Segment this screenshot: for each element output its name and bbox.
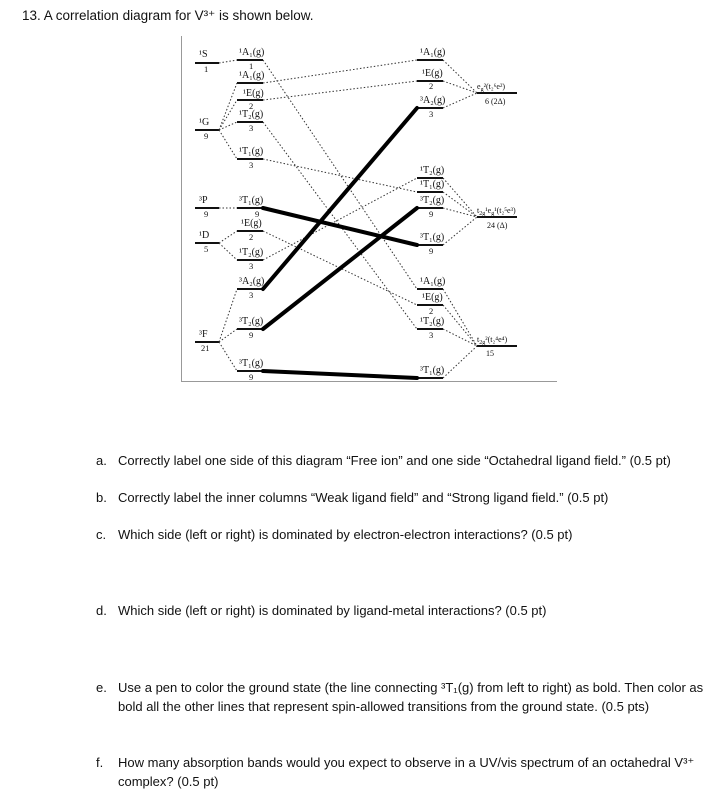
dotted-line xyxy=(219,289,237,342)
dotted-line xyxy=(443,346,477,378)
free-ion-labels xyxy=(199,49,210,353)
cfg-subscript: 2g xyxy=(479,211,486,217)
dotted-line xyxy=(443,60,477,93)
dotted-line xyxy=(443,93,477,108)
strong-state-degeneracy: 2 xyxy=(429,81,434,91)
cfg-electrons: ¹(t₂⁵e³) xyxy=(494,206,516,215)
dotted-line xyxy=(219,231,237,243)
cfg-symbol: t xyxy=(477,335,480,344)
strong-state-label: ³T₂(g) xyxy=(420,195,445,206)
dotted-line xyxy=(443,81,477,93)
dotted-line xyxy=(263,60,417,289)
dotted-line xyxy=(219,100,237,130)
dotted-line xyxy=(219,243,237,260)
dotted-line xyxy=(443,305,477,346)
cfg-symbol: t xyxy=(477,206,480,215)
dotted-line xyxy=(443,217,477,245)
strong-state-label: ¹A₁(g) xyxy=(420,47,446,58)
dotted-line xyxy=(263,159,417,192)
config-count-t2g2: 15 xyxy=(486,349,494,358)
weak-state-degeneracy: 3 xyxy=(249,290,254,300)
strong-state-label: ¹A₁(g) xyxy=(420,276,446,287)
weak-state-label: ³T₁(g) xyxy=(239,195,264,206)
dotted-line xyxy=(443,192,477,217)
weak-state-label: ¹A₁(g) xyxy=(239,47,265,58)
cfg-subscript: g xyxy=(480,87,484,93)
weak-state-label: ³A₂(g) xyxy=(239,276,265,287)
term-label: ³P xyxy=(199,195,208,206)
strong-state-label: ¹T₂(g) xyxy=(420,316,445,327)
weak-state-degeneracy: 1 xyxy=(249,61,254,71)
weak-state-degeneracy: 3 xyxy=(249,261,254,271)
term-label: ³F xyxy=(199,329,208,340)
strong-state-degeneracy: 3 xyxy=(429,109,434,119)
question-letter: b. xyxy=(96,490,107,505)
weak-state-degeneracy: 2 xyxy=(249,101,254,111)
strong-state-label: ¹E(g) xyxy=(422,292,443,303)
question-letter: e. xyxy=(96,680,107,695)
configuration-labels xyxy=(477,82,516,358)
question-letter: c. xyxy=(96,527,107,542)
dotted-line xyxy=(219,83,237,130)
weak-state-degeneracy: 2 xyxy=(249,232,254,242)
dotted-line xyxy=(263,178,417,260)
question-letter: f. xyxy=(96,755,104,770)
question-text: Which side (left or right) is dominated by electron-electron interactions? (0.5 pt) xyxy=(118,527,573,542)
term-degeneracy: 9 xyxy=(204,131,209,141)
weak-state-label: ¹E(g) xyxy=(241,218,262,229)
weak-state-degeneracy: 9 xyxy=(255,209,260,219)
term-label: ¹G xyxy=(199,117,210,128)
term-degeneracy: 5 xyxy=(204,244,209,254)
question-text: Use a pen to color the ground state (the line connecting ³T₁(g) from left to right) as bold. Then color as bold all the other lines that represent spin-allowed transitions from the ground state. (0.5 pts) xyxy=(118,680,704,714)
strong-state-degeneracy: 9 xyxy=(429,246,434,256)
cfg-subscript: g xyxy=(491,211,495,217)
cfg-subscript: 2g xyxy=(479,340,486,346)
config-count-t2g1eg1: 24 (Δ) xyxy=(487,221,508,230)
question-letter: a. xyxy=(96,453,107,468)
term-label: ¹D xyxy=(199,230,210,241)
weak-state-label: ¹T₂(g) xyxy=(239,247,264,258)
weak-state-label: ¹A₁(g) xyxy=(239,70,265,81)
config-label-t2g2 xyxy=(477,335,507,346)
cfg-symbol: e xyxy=(477,82,481,91)
strong-state-label: ¹E(g) xyxy=(422,68,443,79)
weak-state-label: ³T₂(g) xyxy=(239,316,264,327)
config-label-t2g1eg1 xyxy=(477,206,516,217)
weak-state-degeneracy: 9 xyxy=(249,372,254,382)
strong-state-label: ³T₁(g) xyxy=(420,365,445,376)
weak-state-label: ¹T₁(g) xyxy=(239,146,264,157)
cfg-electrons: ²(t₂⁶e²) xyxy=(483,82,506,91)
term-degeneracy: 21 xyxy=(201,343,210,353)
strong-state-degeneracy: 9 xyxy=(429,209,434,219)
strong-state-label: ¹T₁(g) xyxy=(420,179,445,190)
bold-line-3A2g xyxy=(263,108,417,289)
weak-state-degeneracy: 3 xyxy=(249,160,254,170)
dotted-line xyxy=(263,60,417,83)
strong-state-degeneracy: 3 xyxy=(429,330,434,340)
strong-state-label: ³A₂(g) xyxy=(420,95,446,106)
weak-state-degeneracy: 3 xyxy=(249,123,254,133)
term-degeneracy: 9 xyxy=(204,209,209,219)
dotted-line xyxy=(219,342,237,371)
weak-state-label: ¹T₂(g) xyxy=(239,109,264,120)
weak-field-labels xyxy=(239,47,264,382)
weak-state-label: ³T₁(g) xyxy=(239,358,264,369)
term-label: ¹S xyxy=(199,49,208,60)
dotted-line xyxy=(263,81,417,100)
question-text: How many absorption bands would you expect to observe in a UV/vis spectrum of an octahedral V³⁺ complex? (0.5 pt) xyxy=(118,755,695,789)
cfg-electrons: ¹e xyxy=(485,206,492,215)
term-degeneracy: 1 xyxy=(204,64,209,74)
question-text: Correctly label the inner columns “Weak ligand field” and “Strong ligand field.” (0.5 pt) xyxy=(118,490,609,505)
configuration-levels xyxy=(477,93,517,346)
config-label-eg2 xyxy=(477,82,505,93)
bold-correlation-lines xyxy=(263,108,417,378)
question-letter: d. xyxy=(96,603,107,618)
dotted-line xyxy=(443,208,477,217)
strong-state-label: ¹T₂(g) xyxy=(420,165,445,176)
dotted-line xyxy=(219,130,237,159)
weak-state-label: ¹E(g) xyxy=(243,88,264,99)
question-text: Which side (left or right) is dominated by ligand-metal interactions? (0.5 pt) xyxy=(118,603,547,618)
correlation-diagram xyxy=(181,36,557,382)
dotted-line xyxy=(443,178,477,217)
weak-state-degeneracy: 9 xyxy=(249,330,254,340)
strong-state-label: ³T₁(g) xyxy=(420,232,445,243)
config-count-eg2: 6 (2Δ) xyxy=(485,97,506,106)
strong-state-degeneracy: 2 xyxy=(429,306,434,316)
cfg-electrons: ²(t₂⁴e⁴) xyxy=(485,335,508,344)
diagram-svg xyxy=(181,36,557,382)
question-text: Correctly label one side of this diagram “Free ion” and one side “Octahedral ligand field.” (0.5 pt) xyxy=(118,453,671,468)
bold-line-ground-state xyxy=(263,371,417,378)
strong-field-labels xyxy=(420,47,445,376)
question-title: 13. A correlation diagram for V³⁺ is shown below. xyxy=(22,8,314,23)
dotted-line xyxy=(219,60,237,63)
